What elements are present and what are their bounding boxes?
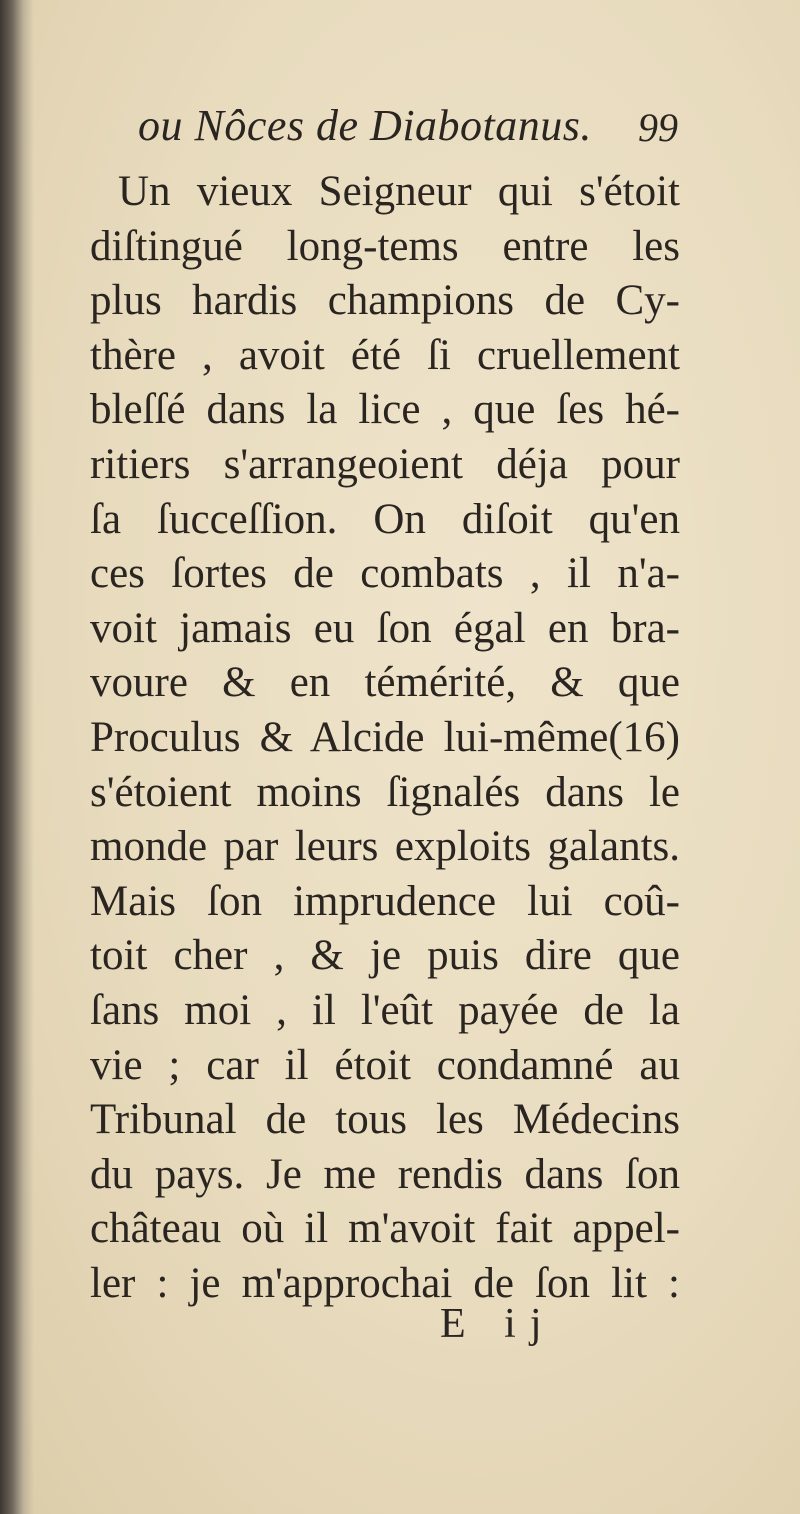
- page-number: 99: [638, 105, 678, 150]
- text-line: voure & en témérité, & que: [90, 659, 680, 707]
- text-line: ſans moi , il l'eût payée de la: [90, 986, 680, 1034]
- text-line: Un vieux Seigneur qui s'étoit: [118, 168, 680, 215]
- text-line: diſtingué long-tems entre les: [90, 222, 680, 270]
- text-line: voit jamais eu ſon égal en bra-: [90, 604, 680, 652]
- text-line: ces ſortes de combats , il n'a-: [90, 550, 680, 598]
- body-text: [90, 165, 680, 1311]
- text-line: ler : je m'approchai de ſon lit :: [90, 1259, 680, 1307]
- text-line: château où il m'avoit fait appel-: [90, 1205, 680, 1253]
- text-line: s'étoient moins ſignalés dans le: [90, 768, 680, 816]
- text-line: toit cher , & je puis dire que: [90, 932, 680, 980]
- text-line: ſa ſucceſſion. On diſoit qu'en: [90, 495, 680, 543]
- text-line: du pays. Je me rendis dans ſon: [90, 1150, 680, 1198]
- text-line: Tribunal de tous les Médecins: [90, 1096, 680, 1144]
- text-line: Mais ſon imprudence lui coû-: [90, 877, 680, 925]
- running-title: ou Nôces de Diabotanus.: [138, 101, 592, 150]
- signature-mark: E ij: [440, 1301, 556, 1347]
- text-line: plus hardis champions de Cy-: [90, 277, 680, 325]
- text-line: bleſſé dans la lice , que ſes hé-: [90, 386, 680, 434]
- text-line: thère , avoit été ſi cruellement: [90, 331, 680, 379]
- text-line: Proculus & Alcide lui-même(16): [90, 713, 680, 761]
- book-spine-shadow: [0, 0, 34, 1514]
- page-header: [138, 100, 678, 160]
- text-line: monde par leurs exploits galants.: [90, 823, 680, 871]
- text-line: ritiers s'arrangeoient déja pour: [90, 440, 680, 488]
- text-line: vie ; car il étoit condamné au: [90, 1041, 680, 1089]
